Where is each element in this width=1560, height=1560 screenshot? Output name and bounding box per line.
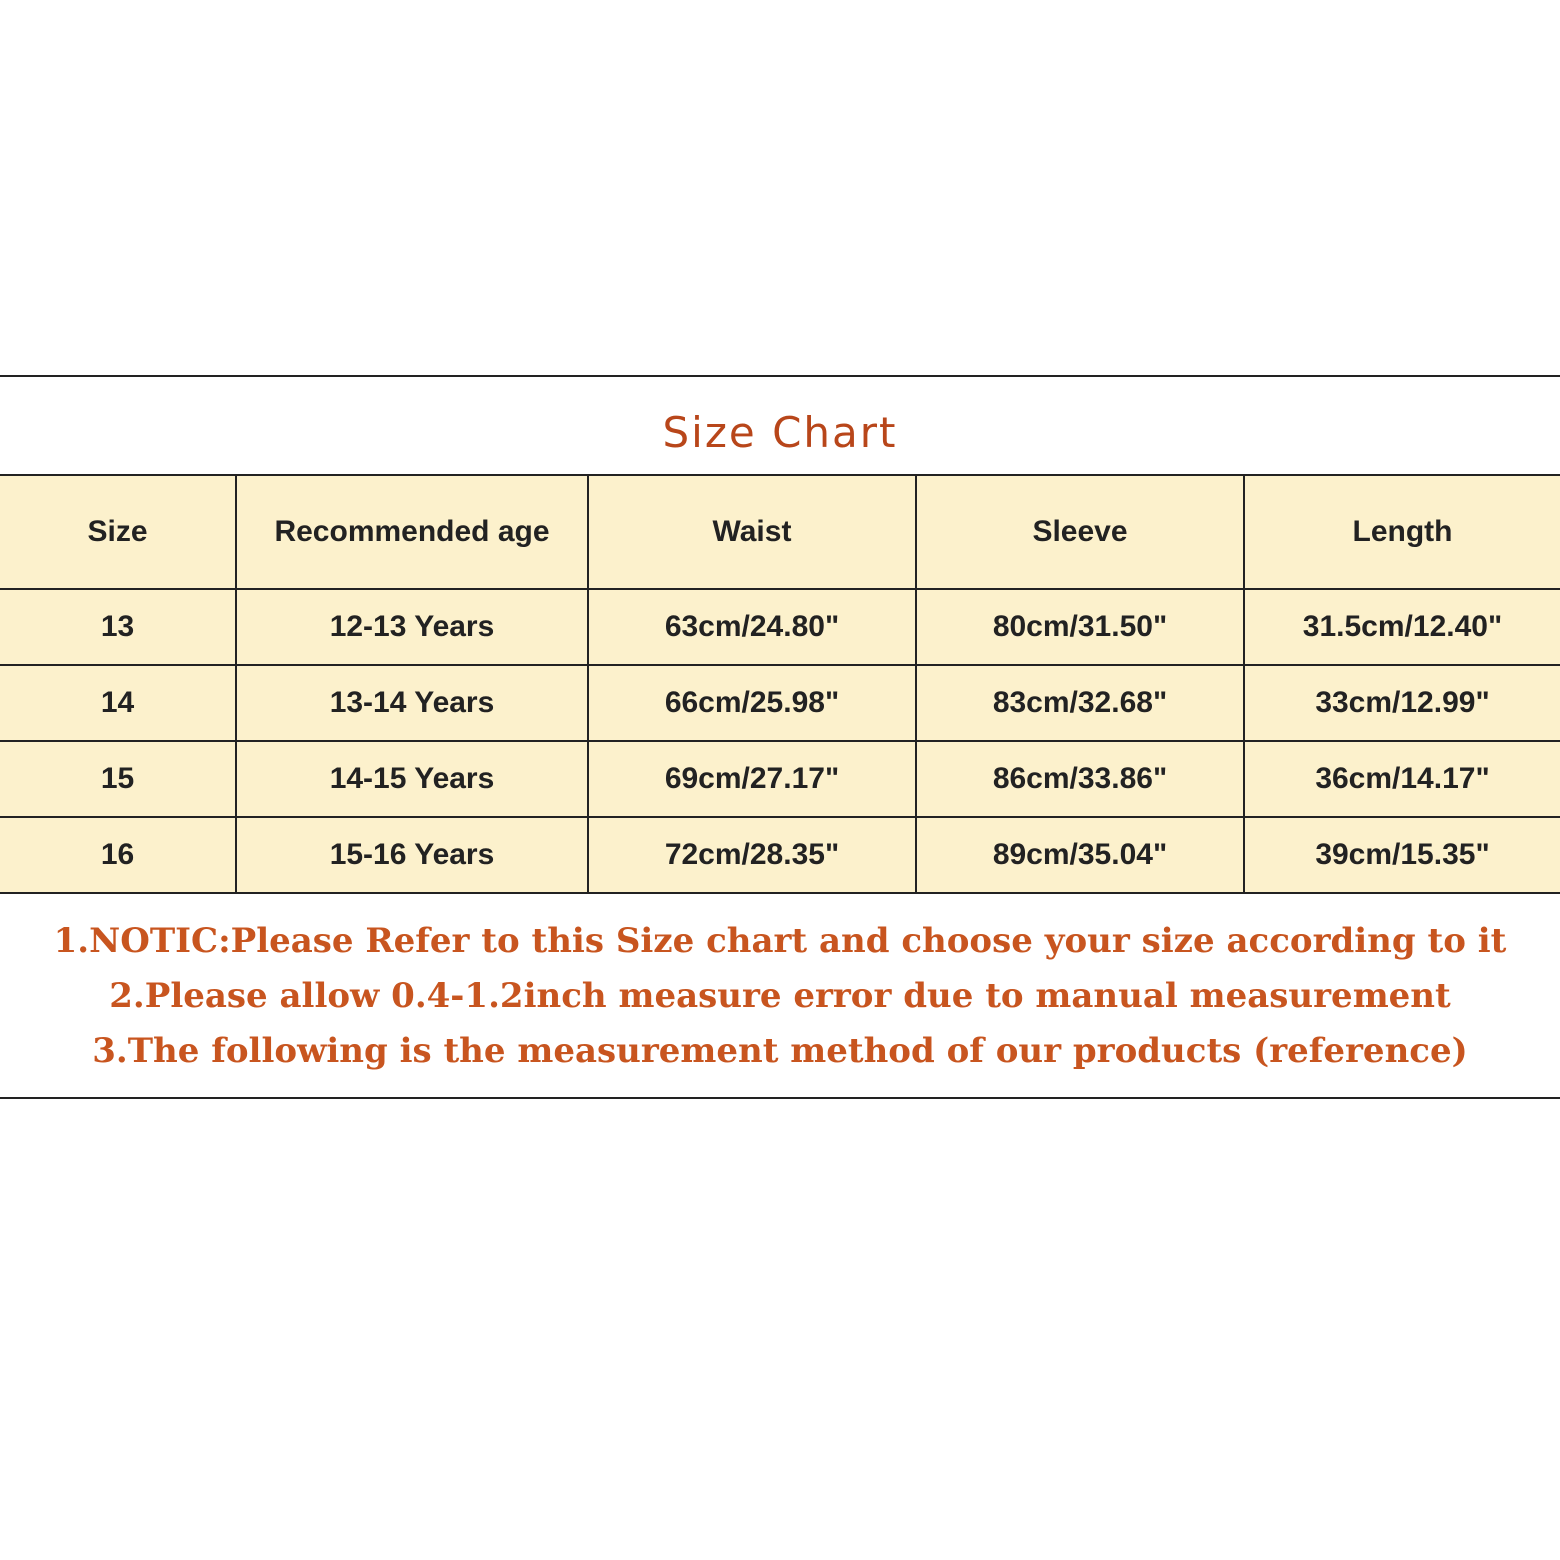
column-header-sleeve: Sleeve <box>916 475 1244 589</box>
note-line: 2.Please allow 0.4-1.2inch measure error due to manual measurement <box>109 976 1451 1016</box>
top-divider <box>0 375 1560 377</box>
column-header-waist: Waist <box>588 475 916 589</box>
cell-waist: 72cm/28.35" <box>588 817 916 893</box>
column-header-length: Length <box>1244 475 1560 589</box>
cell-size: 15 <box>0 741 236 817</box>
cell-size: 16 <box>0 817 236 893</box>
column-header-size: Size <box>0 475 236 589</box>
cell-recommended-age: 12-13 Years <box>236 589 588 665</box>
table-row <box>0 741 1560 817</box>
note-line: 3.The following is the measurement method of our products (reference) <box>92 1031 1468 1071</box>
cell-recommended-age: 13-14 Years <box>236 665 588 741</box>
cell-waist: 63cm/24.80" <box>588 589 916 665</box>
cell-length: 33cm/12.99" <box>1244 665 1560 741</box>
cell-sleeve: 89cm/35.04" <box>916 817 1244 893</box>
cell-sleeve: 80cm/31.50" <box>916 589 1244 665</box>
cell-sleeve: 86cm/33.86" <box>916 741 1244 817</box>
cell-recommended-age: 15-16 Years <box>236 817 588 893</box>
table-row <box>0 817 1560 893</box>
size-chart-table <box>0 474 1560 894</box>
cell-size: 13 <box>0 589 236 665</box>
column-header-recommended-age: Recommended age <box>236 475 588 589</box>
cell-sleeve: 83cm/32.68" <box>916 665 1244 741</box>
note-line: 1.NOTIC:Please Refer to this Size chart and choose your size according to it <box>53 921 1507 961</box>
cell-length: 31.5cm/12.40" <box>1244 589 1560 665</box>
notes-section <box>0 914 1560 1079</box>
cell-length: 36cm/14.17" <box>1244 741 1560 817</box>
cell-recommended-age: 14-15 Years <box>236 741 588 817</box>
cell-waist: 69cm/27.17" <box>588 741 916 817</box>
table-row <box>0 665 1560 741</box>
table-header-row <box>0 475 1560 589</box>
bottom-divider <box>0 1097 1560 1099</box>
cell-length: 39cm/15.35" <box>1244 817 1560 893</box>
cell-size: 14 <box>0 665 236 741</box>
table-row <box>0 589 1560 665</box>
cell-waist: 66cm/25.98" <box>588 665 916 741</box>
page-title: Size Chart <box>662 408 898 457</box>
